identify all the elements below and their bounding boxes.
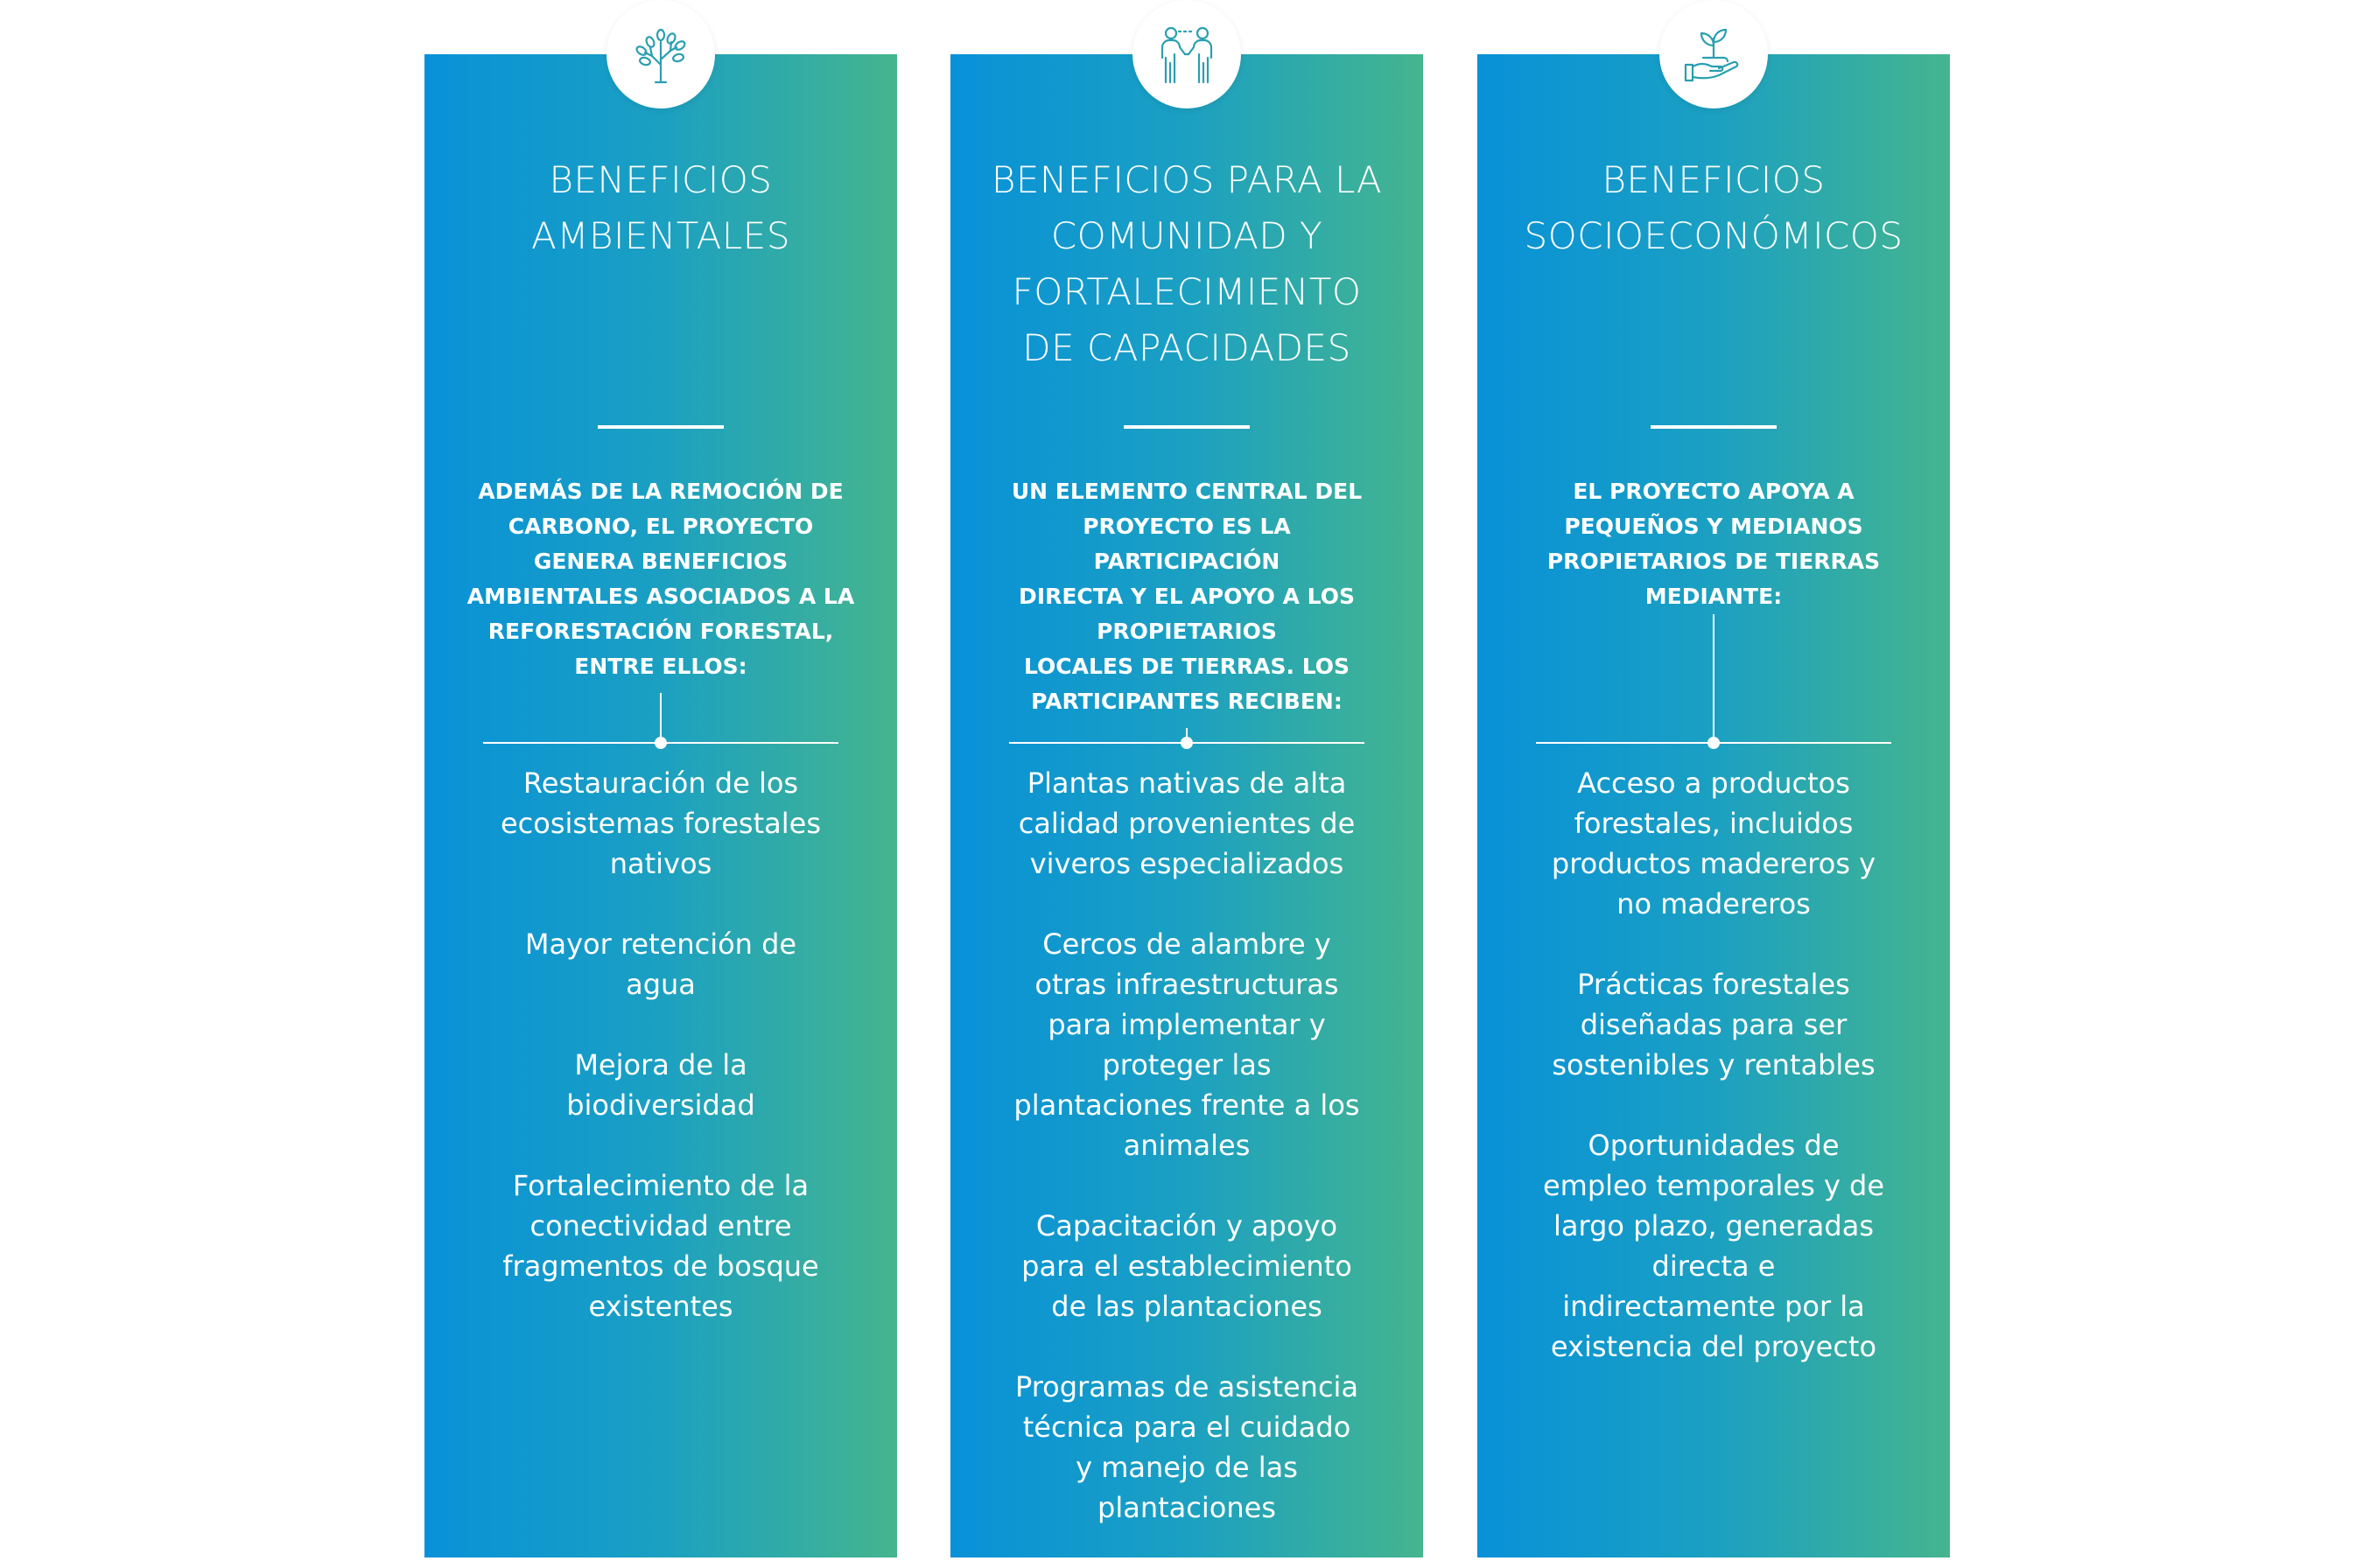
list-item: Plantas nativas de alta calidad provenientes de viveros especializados (1018, 766, 1356, 880)
benefit-list (454, 763, 867, 1367)
handshake-people-icon (1152, 19, 1222, 89)
title-divider (1124, 425, 1250, 429)
list-item: Programas de asistencia técnica para el cuidado y manejo de las plantaciones (1014, 1370, 1359, 1524)
hand-plant-icon (1679, 19, 1749, 89)
tree-icon (626, 19, 696, 89)
list-item: Acceso a productos forestales, incluidos productos madereros y no madereros (1551, 766, 1876, 920)
column-title: BENEFICIOS AMBIENTALES (530, 158, 791, 257)
list-item: Mejora de la biodiversidad (566, 1048, 755, 1122)
column-community-benefits (950, 54, 1423, 1558)
icon-badge (607, 0, 715, 108)
benefit-list (980, 763, 1393, 1568)
list-item: Cercos de alambre y otras infraestructuras para implementar y proteger las plantaciones frente a los animales (1013, 928, 1360, 1162)
column-intro: ADEMÁS DE LA REMOCIÓN DE CARBONO, EL PROYECTO GENERA BENEFICIOS AMBIENTALES ASOCIADOS A LA REFORESTACIÓN FORESTAL, ENTRE ELLOS: (466, 479, 855, 679)
list-item: Restauración de los ecosistemas forestales nativos (500, 766, 821, 880)
benefit-list (1507, 763, 1920, 1407)
list-item: Oportunidades de empleo temporales y de largo plazo, generadas directa e indirectamente por la existencia del proyecto (1542, 1129, 1885, 1363)
connector-dot (1181, 737, 1193, 749)
list-item: Fortalecimiento de la conectividad entre fragmentos de bosque existentes (502, 1169, 819, 1323)
column-intro: EL PROYECTO APOYA A PEQUEÑOS Y MEDIANOS PROPIETARIOS DE TIERRAS MEDIANTE: (1546, 479, 1881, 609)
list-item: Mayor retención de agua (524, 928, 797, 1001)
connector-vertical-line (1713, 614, 1714, 742)
list-item: Prácticas forestales diseñadas para ser sostenibles y rentables (1552, 968, 1876, 1082)
connector-dot (655, 737, 667, 749)
title-divider (1651, 425, 1777, 429)
column-intro: UN ELEMENTO CENTRAL DEL PROYECTO ES LA PARTICIPACIÓN DIRECTA Y EL APOYO A LOS PROPIETARIOS LOCALES DE TIERRAS. LOS PARTICIPANTES RECIBEN: (1011, 479, 1363, 714)
column-environmental-benefits (424, 54, 897, 1558)
column-title: BENEFICIOS PARA LA COMUNIDAD Y FORTALECIMIENTO DE CAPACIDADES (991, 158, 1383, 369)
connector-dot (1707, 737, 1720, 749)
column-socioeconomic-benefits (1477, 54, 1950, 1558)
icon-badge (1659, 0, 1768, 108)
icon-badge (1132, 0, 1241, 108)
title-divider (598, 425, 724, 429)
connector-vertical-line (660, 693, 662, 742)
list-item: Capacitación y apoyo para el establecimiento de las plantaciones (1021, 1209, 1352, 1323)
column-title: BENEFICIOS SOCIOECONÓMICOS (1524, 158, 1904, 257)
